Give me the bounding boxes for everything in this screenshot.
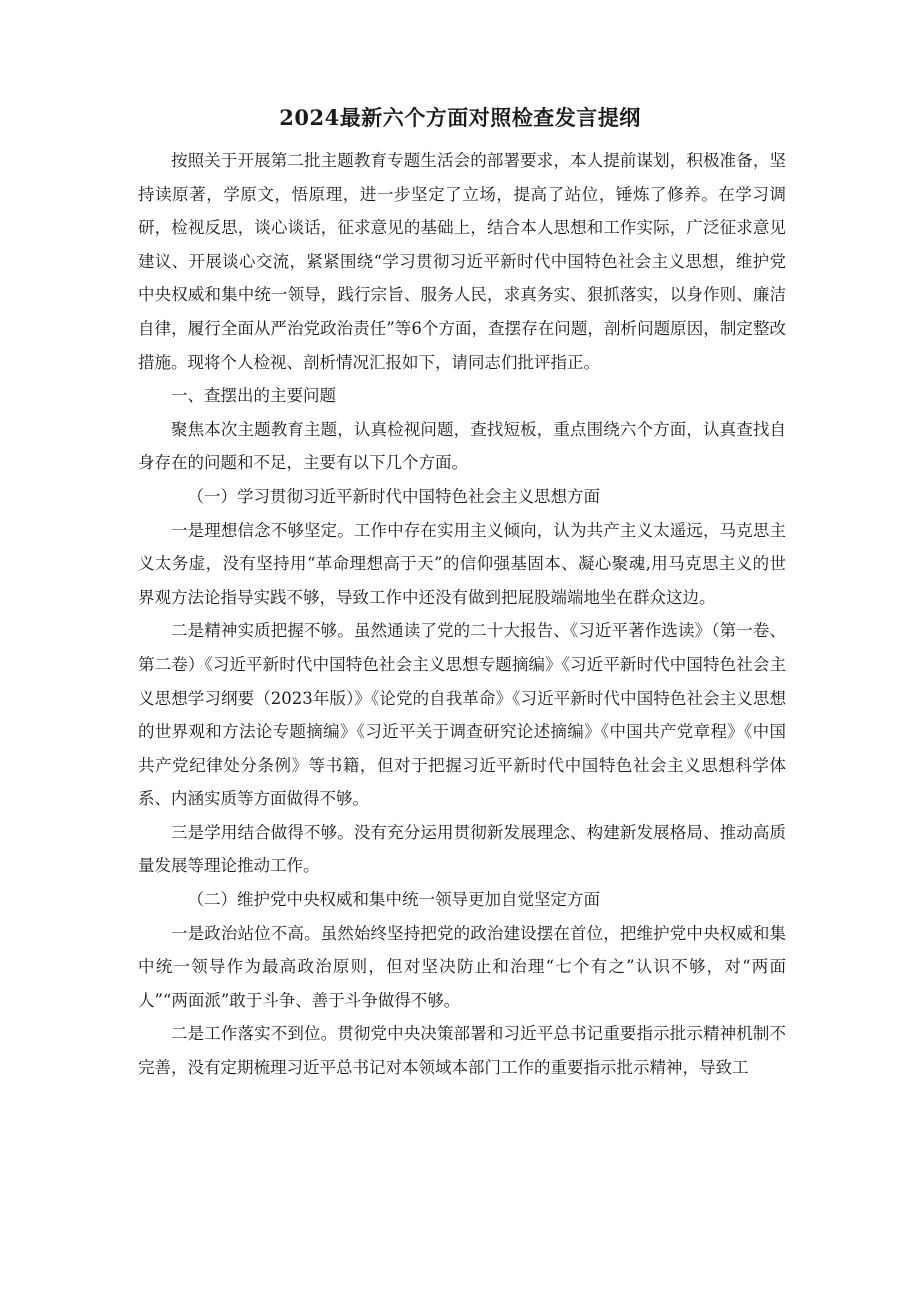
paragraph-item-2-1: 一是政治站位不高。虽然始终坚持把党的政治建设摆在首位，把维护党中央权威和集中统一领导作为最高政治原则，但对坚决防止和治理“七个有之”认识不够，对“两面人”“两面派”敢于斗争、善于斗争做得不够。 [138,923,786,1010]
paragraph-focus: 聚焦本次主题教育主题，认真检视问题，查找短板，重点围绕六个方面，认真查找自身存在的问题和不足，主要有以下几个方面。 [138,419,786,473]
paragraph-item-1-2: 二是精神实质把握不够。虽然通读了党的二十大报告、《习近平著作选读》（第一卷、第二卷）《习近平新时代中国特色社会主义思想专题摘编》《习近平新时代中国特色社会主义思想学习纲要（2023年版）》《论党的自我革命》《习近平新时代中国特色社会主义思想的世界观和方法论专题摘编》《习近平关于调查研究论述摘编》《中国共产党章程》《中国共产党纪律处分条例》等书籍，但对于把握习近平新时代中国特色社会主义思想科学体系、内涵实质等方面做得不够。 [138,621,786,809]
subsection-heading-1: （一）学习贯彻习近平新时代中国特色社会主义思想方面 [187,486,600,506]
document-body [138,144,786,1085]
subsection-heading-2: （二）维护党中央权威和集中统一领导更加自觉坚定方面 [187,890,600,910]
document-title: 2024最新六个方面对照检查发言提纲 [279,105,641,130]
paragraph-item-2-2: 二是工作落实不到位。贯彻党中央决策部署和习近平总书记重要指示批示精神机制不完善，没有定期梳理习近平总书记对本领域本部门工作的重要指示批示精神，导致工 [138,1024,786,1078]
paragraph-item-1-1: 一是理想信念不够坚定。工作中存在实用主义倾向，认为共产主义太遥远，马克思主义太务虚，没有坚持用“革命理想高于天”的信仰强基固本、凝心聚魂,用马克思主义的世界观方法论指导实践不够，导致工作中还没有做到把屁股端端地坐在群众这边。 [138,520,786,607]
section-heading-1: 一、查摆出的主要问题 [171,386,336,406]
paragraph-intro: 按照关于开展第二批主题教育专题生活会的部署要求，本人提前谋划，积极准备，坚持读原著，学原文，悟原理，进一步坚定了立场，提高了站位，锤炼了修养。在学习调研，检视反思，谈心谈话，征求意见的基础上，结合本人思想和工作实际，广泛征求意见建议、开展谈心交流，紧紧围绕“学习贯彻习近平新时代中国特色社会主义思想，维护党中央权威和集中统一领导，践行宗旨、服务人民，求真务实、狠抓落实，以身作则、廉洁自律，履行全面从严治党政治责任”等6个方面，查摆存在问题，剖析问题原因，制定整改措施。现将个人检视、剖析情况汇报如下，请同志们批评指正。 [138,151,786,372]
paragraph-item-1-3: 三是学用结合做得不够。没有充分运用贯彻新发展理念、构建新发展格局、推动高质量发展等理论推动工作。 [138,822,786,876]
